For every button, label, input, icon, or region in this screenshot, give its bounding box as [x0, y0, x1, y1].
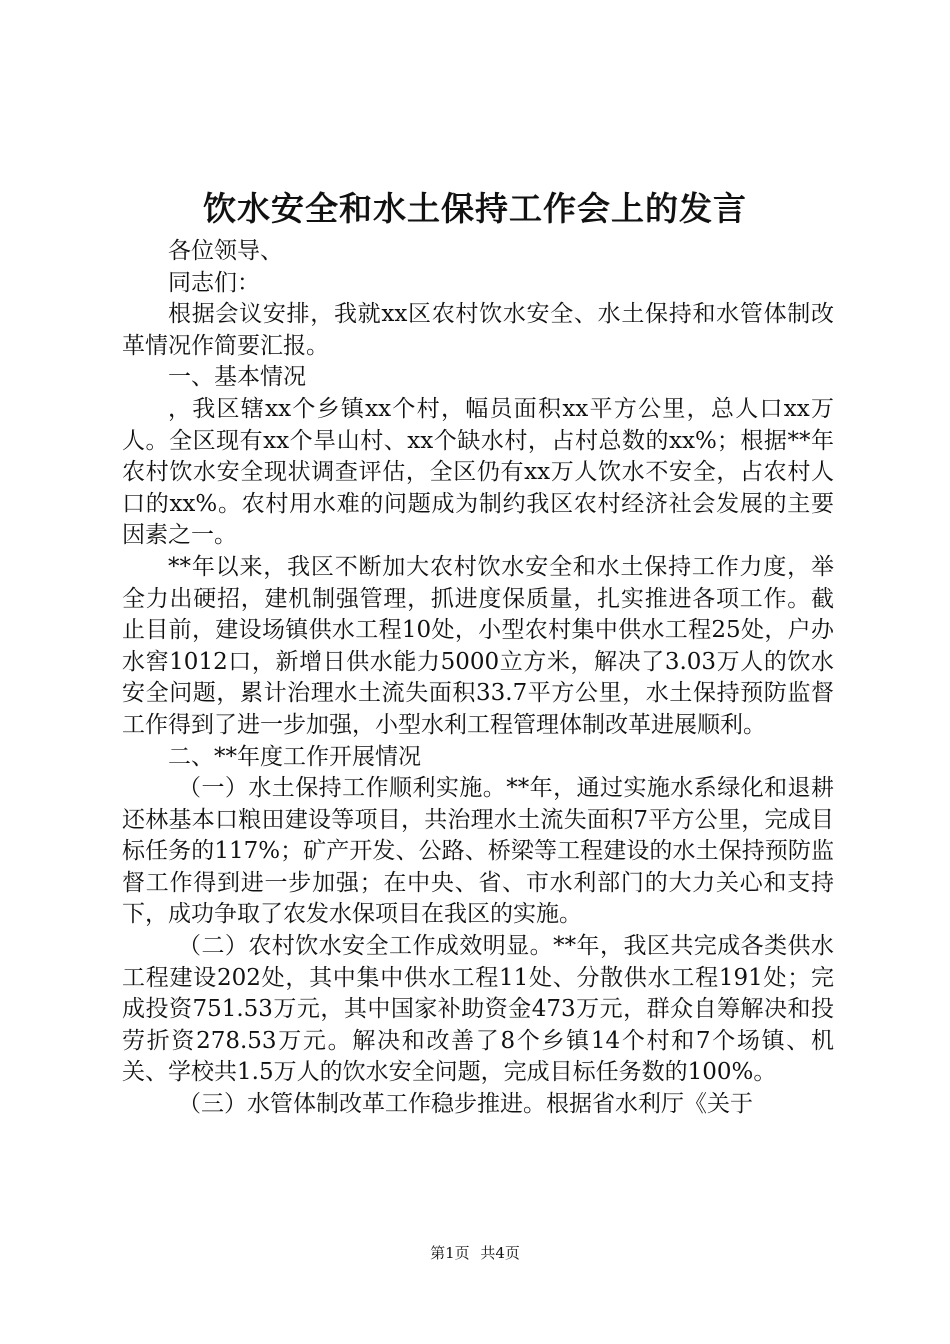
page-number: 第1页: [430, 1244, 470, 1262]
salutation-leaders: 各位领导、: [168, 238, 283, 264]
paragraph-basic-situation: ，我区辖xx个乡镇xx个村，幅员面积xx平方公里，总人口xx万人。全区现有xx个旱山村、xx个缺水村，占村总数的xx%；根据**年农村饮水安全现状调查评估，全区仍有xx万人饮水不安全，占农村人口的xx%。农村用水难的问题成为制约我区农村经济社会发展的主要因素之一。: [122, 395, 834, 549]
salutation-comrades: 同志们：: [168, 269, 260, 296]
paragraph-intro: 根据会议安排，我就xx区农村饮水安全、水土保持和水管体制改革情况作简要汇报。: [122, 301, 834, 359]
document-body: [122, 236, 834, 1121]
section-heading-annual-work: 二、**年度工作开展情况: [168, 743, 421, 770]
document-title: 饮水安全和水土保持工作会上的发言: [203, 189, 747, 228]
page-total: 共4页: [480, 1244, 520, 1262]
paragraph-soil-conservation: （一）水土保持工作顺利实施。**年，通过实施水系绿化和退耕还林基本口粮田建设等项目，共治理水土流失面积7平方公里，完成目标任务的117%；矿产开发、公路、桥梁等工程建设的水土保持预防监督工作得到进一步加强；在中央、省、市水利部门的大力关心和支持下，成功争取了农发水保项目在我区的实施。: [122, 775, 834, 928]
page-footer: [0, 1243, 950, 1263]
paragraph-progress: **年以来，我区不断加大农村饮水安全和水土保持工作力度，举全力出硬招，建机制强管理，抓进度保质量，扎实推进各项工作。截止目前，建设场镇供水工程10处，小型农村集中供水工程25处，户办水窖1012口，新增日供水能力5000立方米，解决了3.03万人的饮水安全问题，累计治理水土流失面积33.7平方公里，水土保持预防监督工作得到了进一步加强，小型水利工程管理体制改革进展顺利。: [122, 553, 834, 738]
paragraph-water-reform: （三）水管体制改革工作稳步推进。根据省水利厅《关于: [178, 1091, 753, 1118]
section-heading-basic: 一、基本情况: [168, 364, 306, 391]
paragraph-drinking-water: （二）农村饮水安全工作成效明显。**年，我区共完成各类供水工程建设202处，其中集中供水工程11处、分散供水工程191处；完成投资751.53万元，其中国家补助资金473万元，群众自筹解决和投劳折资278.53万元。解决和改善了8个乡镇14个村和7个场镇、机关、学校共1.5万人的饮水安全问题，完成目标任务数的100%。: [122, 933, 834, 1086]
